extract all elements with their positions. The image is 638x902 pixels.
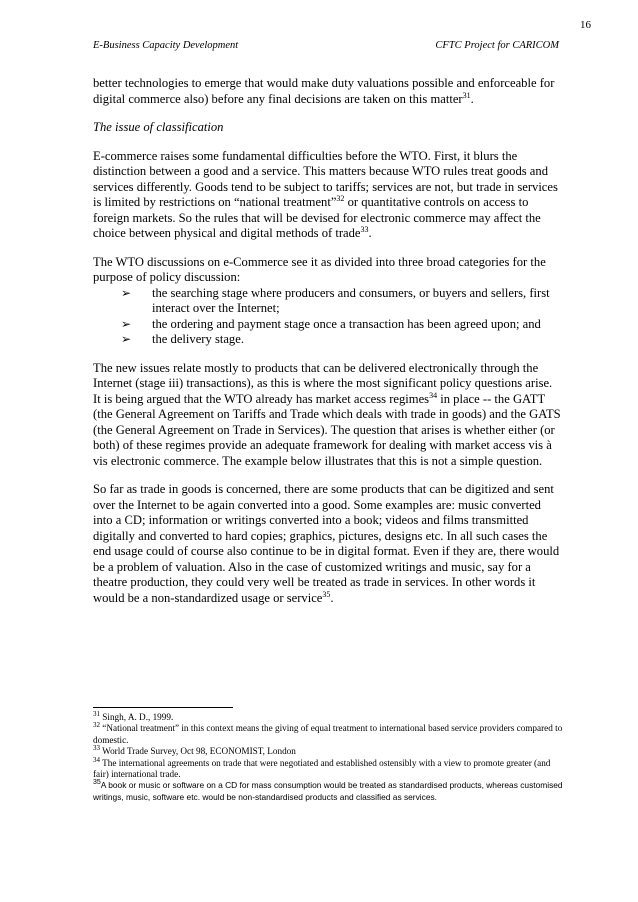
footnote-text: A book or music or software on a CD for mass consumption would be treated as standardised products, whereas customised writings, music, software etc. would be non-standardised products and classified as services.	[93, 780, 563, 802]
footnote-number: 35	[93, 779, 101, 787]
footnote-number: 31	[93, 710, 100, 718]
stage-list	[93, 286, 563, 348]
footnote-ref-31: 31	[462, 90, 471, 100]
header-left: E-Business Capacity Development	[93, 40, 239, 51]
header-right: CFTC Project for CARICOM	[435, 40, 559, 51]
paragraph-4-text: The new issues relate mostly to products that can be delivered electronically through the Internet (stage iii) transactions), as this is where the most significant policy questions arise. It is being argued that the WTO already has market access regimes	[93, 360, 553, 406]
list-item-text: the delivery stage.	[152, 332, 244, 346]
list-item-text: the ordering and payment stage once a transaction has been agreed upon; and	[152, 316, 541, 331]
footnote-32	[93, 723, 565, 746]
running-header	[93, 40, 559, 51]
paragraph-2-text-2: or quantitative controls on access to foreign markets. So the rules that will be devised for electronic commerce may affect the choice between physical and digital methods of trade	[93, 195, 541, 240]
paragraph-5	[93, 482, 563, 606]
paragraph-5-end: .	[330, 590, 334, 605]
list-item-text: the searching stage where producers and consumers, or buyers and sellers, first interact over the Internet;	[152, 285, 550, 315]
footnote-number: 32	[93, 721, 100, 730]
footnote-text: Singh, A. D., 1999.	[100, 712, 174, 722]
paragraph-5-text: So far as trade in goods is concerned, there are some products that can be digitized and sent over the Internet to be again converted into a good. Some examples are: music converted into a CD; information or writings converted into a book; videos and films transmitted digitally and converted to hard copies; graphics, pictures, designs etc. In all such cases the end usage could of course also continue to be in digital format. Even if they are, there would be a problem of valuation. Also in the case of customized writings and music, say for a theatre production, they could very well be treated as trade in services. In other words it would be a non-standardized usage or service	[93, 482, 560, 605]
arrow-bullet-icon: ➢	[121, 285, 132, 300]
footnote-text: “National treatment” in this context means the giving of equal treatment to international based service providers compared to domestic.	[93, 723, 563, 745]
footnote-34	[93, 755, 565, 781]
paragraph-1	[93, 76, 563, 107]
section-heading: The issue of classification	[93, 120, 224, 134]
list-item	[121, 317, 563, 333]
paragraph-2-end: .	[368, 226, 372, 240]
footnote-number: 33	[93, 744, 100, 753]
footnote-divider	[93, 707, 233, 708]
footnote-ref-32: 32	[336, 194, 345, 203]
footnotes	[93, 712, 565, 803]
paragraph-1-text: better technologies to emerge that would make duty valuations possible and enforceable for digital commerce also) before any final decisions are taken on this matter	[93, 76, 555, 106]
footnote-31	[93, 712, 565, 723]
footnote-ref-35: 35	[322, 589, 331, 599]
page-number: 16	[580, 19, 591, 31]
paragraph-4	[93, 361, 563, 470]
arrow-bullet-icon: ➢	[121, 316, 132, 331]
list-item	[121, 332, 563, 348]
footnote-text: The international agreements on trade that were negotiated and established ostensibly with a view to promote greater (and fair) international trade.	[93, 757, 551, 780]
paragraph-2-text: E-commerce raises some fundamental difficulties before the WTO. First, it blurs the distinction between a good and a service. This matters because WTO rules treat goods and services differently. Goods tend to be subject to tariffs; services are not, but trade in services is limited by restrictions on “national treatment”	[93, 148, 558, 209]
footnote-33	[93, 746, 565, 757]
list-item	[121, 286, 563, 317]
footnote-text: World Trade Survey, Oct 98, ECONOMIST, London	[100, 746, 296, 757]
footnote-35	[93, 780, 565, 802]
footnote-ref-33: 33	[360, 225, 369, 234]
paragraph-2	[93, 149, 563, 242]
footnote-number: 34	[93, 755, 100, 764]
paragraph-3: The WTO discussions on e-Commerce see it as divided into three broad categories for the purpose of policy discussion:	[93, 254, 546, 284]
arrow-bullet-icon: ➢	[121, 332, 132, 346]
document-body	[93, 76, 563, 619]
paragraph-1-end: .	[470, 91, 474, 106]
paragraph-4-text-2: in place -- the GATT (the General Agreement on Tariffs and Trade which deals with trade in goods) and the GATS (the General Agreement on Trade in Services). The question that arises is whether either (or both) of these regimes provide an adequate framework for dealing with market access vis à vis electronic commerce. The example below illustrates that this is not a simple question.	[93, 391, 561, 468]
footnote-ref-34: 34	[429, 390, 438, 400]
